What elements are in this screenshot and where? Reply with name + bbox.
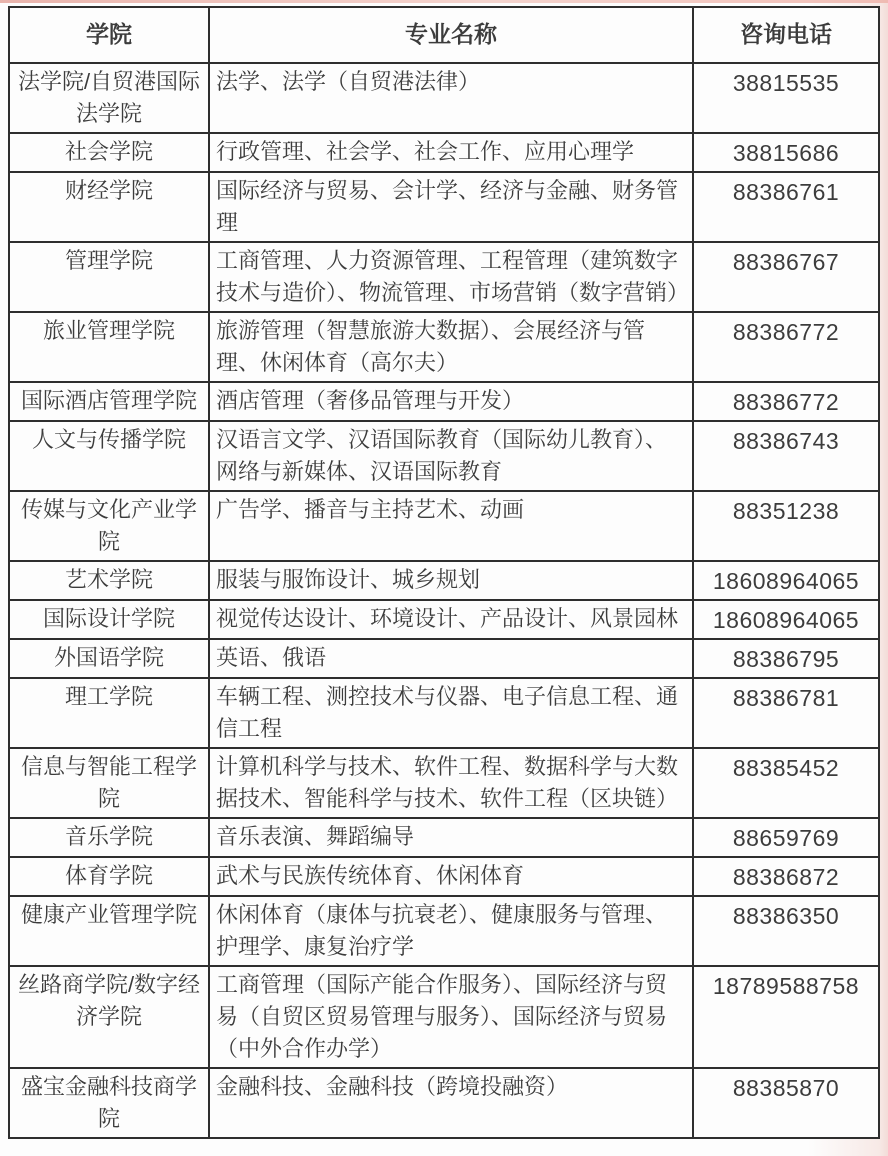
college-cell: 社会学院: [9, 133, 209, 172]
majors-cell: 旅游管理（智慧旅游大数据）、会展经济与管理、休闲体育（高尔夫）: [209, 312, 693, 382]
table-row: [9, 312, 879, 382]
header-phone: 咨询电话: [693, 7, 879, 63]
header-college: 学院: [9, 7, 209, 63]
majors-cell: 工商管理、人力资源管理、工程管理（建筑数字技术与造价）、物流管理、市场营销（数字营销）: [209, 242, 693, 312]
college-cell: 人文与传播学院: [9, 421, 209, 491]
table-body: [9, 63, 879, 1138]
phone-cell: 88351238: [693, 491, 879, 561]
phone-cell: 88385452: [693, 748, 879, 818]
college-majors-phone-table: [8, 6, 880, 1139]
phone-cell: 38815535: [693, 63, 879, 133]
majors-cell: 国际经济与贸易、会计学、经济与金融、财务管理: [209, 172, 693, 242]
majors-cell: 金融科技、金融科技（跨境投融资）: [209, 1068, 693, 1138]
phone-cell: 38815686: [693, 133, 879, 172]
table-row: [9, 172, 879, 242]
table-row: [9, 1068, 879, 1138]
phone-cell: 18608964065: [693, 600, 879, 639]
table-row: [9, 600, 879, 639]
phone-cell: 88386872: [693, 857, 879, 896]
college-cell: 管理学院: [9, 242, 209, 312]
college-cell: 丝路商学院/数字经济学院: [9, 966, 209, 1068]
majors-cell: 行政管理、社会学、社会工作、应用心理学: [209, 133, 693, 172]
majors-cell: 广告学、播音与主持艺术、动画: [209, 491, 693, 561]
college-cell: 盛宝金融科技商学院: [9, 1068, 209, 1138]
table-row: [9, 748, 879, 818]
phone-cell: 88386761: [693, 172, 879, 242]
college-cell: 体育学院: [9, 857, 209, 896]
phone-cell: 88386772: [693, 382, 879, 421]
majors-cell: 汉语言文学、汉语国际教育（国际幼儿教育）、网络与新媒体、汉语国际教育: [209, 421, 693, 491]
page-top-edge-tint: [0, 0, 888, 3]
college-cell: 健康产业管理学院: [9, 896, 209, 966]
majors-cell: 武术与民族传统体育、休闲体育: [209, 857, 693, 896]
college-cell: 外国语学院: [9, 639, 209, 678]
college-cell: 音乐学院: [9, 818, 209, 857]
header-majors: 专业名称: [209, 7, 693, 63]
majors-cell: 工商管理（国际产能合作服务）、国际经济与贸易（自贸区贸易管理与服务）、国际经济与贸易（中外合作办学）: [209, 966, 693, 1068]
table-row: [9, 678, 879, 748]
college-cell: 信息与智能工程学院: [9, 748, 209, 818]
majors-cell: 视觉传达设计、环境设计、产品设计、风景园林: [209, 600, 693, 639]
table-row: [9, 561, 879, 600]
table-row: [9, 491, 879, 561]
table-row: [9, 818, 879, 857]
college-cell: 理工学院: [9, 678, 209, 748]
table-row: [9, 242, 879, 312]
majors-cell: 计算机科学与技术、软件工程、数据科学与大数据技术、智能科学与技术、软件工程（区块链）: [209, 748, 693, 818]
phone-cell: 88386350: [693, 896, 879, 966]
phone-cell: 88386767: [693, 242, 879, 312]
phone-cell: 18789588758: [693, 966, 879, 1068]
table-row: [9, 896, 879, 966]
college-cell: 国际酒店管理学院: [9, 382, 209, 421]
majors-cell: 法学、法学（自贸港法律）: [209, 63, 693, 133]
table-row: [9, 63, 879, 133]
header-row: [9, 7, 879, 63]
table-row: [9, 857, 879, 896]
majors-cell: 休闲体育（康体与抗衰老）、健康服务与管理、护理学、康复治疗学: [209, 896, 693, 966]
phone-cell: 18608964065: [693, 561, 879, 600]
phone-cell: 88386795: [693, 639, 879, 678]
phone-cell: 88386743: [693, 421, 879, 491]
table-row: [9, 382, 879, 421]
table-row: [9, 421, 879, 491]
college-cell: 艺术学院: [9, 561, 209, 600]
college-cell: 财经学院: [9, 172, 209, 242]
table-row: [9, 133, 879, 172]
majors-cell: 车辆工程、测控技术与仪器、电子信息工程、通信工程: [209, 678, 693, 748]
majors-cell: 音乐表演、舞蹈编导: [209, 818, 693, 857]
college-cell: 国际设计学院: [9, 600, 209, 639]
phone-cell: 88386772: [693, 312, 879, 382]
majors-cell: 英语、俄语: [209, 639, 693, 678]
majors-cell: 服装与服饰设计、城乡规划: [209, 561, 693, 600]
college-cell: 法学院/自贸港国际法学院: [9, 63, 209, 133]
college-cell: 旅业管理学院: [9, 312, 209, 382]
phone-cell: 88385870: [693, 1068, 879, 1138]
table-row: [9, 639, 879, 678]
majors-cell: 酒店管理（奢侈品管理与开发）: [209, 382, 693, 421]
phone-cell: 88386781: [693, 678, 879, 748]
table-header: [9, 7, 879, 63]
college-cell: 传媒与文化产业学院: [9, 491, 209, 561]
phone-cell: 88659769: [693, 818, 879, 857]
table-row: [9, 966, 879, 1068]
